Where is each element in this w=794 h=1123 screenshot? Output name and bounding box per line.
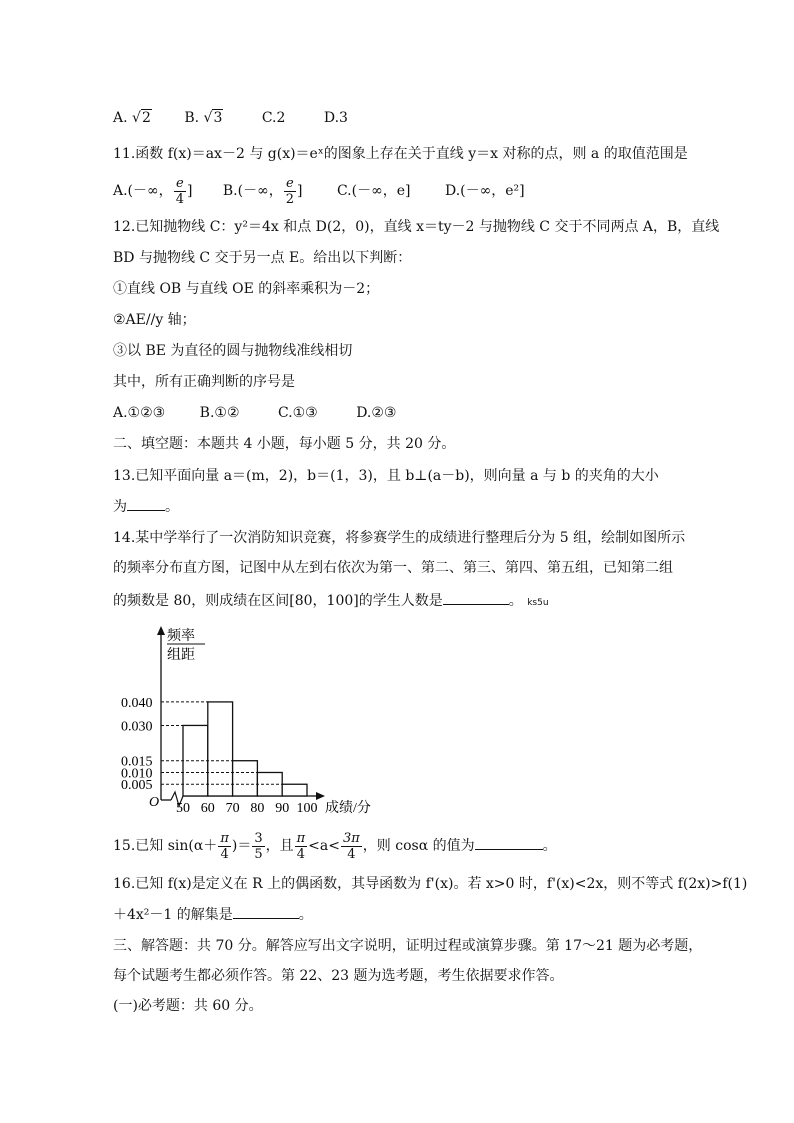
q11-option-a: A.(－∞， $\frac{e}{4}$ ] <box>113 175 193 207</box>
q16-line2: ＋4x²－1 的解集是 。 <box>113 904 313 925</box>
sqrt-symbol: √2 <box>132 110 151 126</box>
y-tick-label: 0.010 <box>121 766 153 782</box>
y-tick-label: 0.040 <box>121 695 153 711</box>
y-label-denominator: 组距 <box>167 648 195 663</box>
q12-statement-1: ①直线 OB 与直线 OE 的斜率乘积为－2； <box>113 281 380 297</box>
y-label-numerator: 频率 <box>167 629 195 644</box>
q10-options <box>113 108 348 128</box>
q13-line1: 13.已知平面向量 a＝(m，2)，b＝(1，3)，且 b⊥(a－b)，则向量 a 与 b 的夹角的大小 <box>113 468 659 484</box>
q12-option-a: A.①②③ <box>113 405 166 421</box>
q10-option-b: B. √3 <box>184 110 223 126</box>
q14-line2: 的频率分布直方图，记图中从左到右依次为第一、第二、第三、第四、第五组，已知第二组 <box>113 560 673 576</box>
section-3-line2: 每个试题考生都必须作答。第 22、23 题为选考题，考生依据要求作答。 <box>113 968 564 984</box>
x-tick-label: 90 <box>275 801 290 816</box>
q12-statement-2: ②AE//y 轴； <box>113 312 196 328</box>
bars-group <box>183 702 307 796</box>
y-tick-label: 0.030 <box>121 719 153 735</box>
fraction: $\frac{e}{4}$ <box>175 175 184 207</box>
fraction: $\frac{3\pi}{4}$ <box>342 830 360 862</box>
q12-line1: 12.已知抛物线 C：y²＝4x 和点 D(2，0)，直线 x＝ty－2 与抛物线 C 交于不同两点 A，B，直线 <box>113 219 720 235</box>
histogram-bar <box>208 702 233 796</box>
q16-line1: 16.已知 f(x)是定义在 R 上的偶函数，其导函数为 f'(x)。若 x>0 时，f'(x)<2x，则不等式 f(2x)>f(1) <box>113 876 748 892</box>
q12-option-d: D.②③ <box>356 405 397 421</box>
x-tick-label: 50 <box>176 801 190 816</box>
y-axis-arrow-icon <box>157 626 165 635</box>
q12-options <box>113 403 396 423</box>
sqrt-symbol: √3 <box>203 110 223 126</box>
q11-options <box>113 174 525 208</box>
q12-line2: BD 与抛物线 C 交于另一点 E。给出以下判断： <box>113 250 412 266</box>
answer-blank <box>127 496 165 511</box>
q13-line2: 为 。 <box>113 496 179 517</box>
q10-option-a: A. √2 <box>113 110 151 126</box>
part-1-heading: (一)必考题：共 60 分。 <box>113 998 263 1014</box>
x-tick-label: 70 <box>225 801 240 816</box>
q14-line1: 14.某中学举行了一次消防知识竞赛，将参赛学生的成绩进行整理后分为 5 组，绘制如图所示 <box>113 530 686 546</box>
q11-option-b: B.(－∞， $\frac{e}{2}$ ] <box>222 175 303 207</box>
q10-option-c: C.2 <box>261 110 286 126</box>
fraction: $\frac{\pi}{4}$ <box>220 830 229 862</box>
section-2-heading: 二、填空题：本题共 4 小题，每小题 5 分，共 20 分。 <box>113 436 456 452</box>
histogram-bar <box>233 761 258 796</box>
section-3-line1: 三、解答题：共 70 分。解答应写出文字说明，证明过程或演算步骤。第 17～21 题为必考题， <box>113 938 703 954</box>
fraction: $\frac{3}{5}$ <box>254 830 263 862</box>
fraction: $\frac{\pi}{4}$ <box>296 830 306 862</box>
q15: 15.已知 sin(α＋ $\frac{\pi}{4}$ )＝ $\frac{3}{5}$ ，且 $\frac{\pi}{4}$ <a< $\frac{3\pi}{4}$ ，则 cosα 的值为 。 <box>113 830 557 862</box>
x-tick-label: 60 <box>200 801 215 816</box>
y-tick-label: 0.015 <box>121 754 153 770</box>
histogram-chart <box>113 622 413 818</box>
histogram-bar <box>282 784 307 796</box>
x-axis-label: 成绩/分 <box>325 801 371 816</box>
q14-line3: 的频数是 80，则成绩在区间[80，100]的学生人数是 。 ks5u <box>113 590 549 613</box>
x-axis-arrow-icon <box>316 792 325 800</box>
q10-option-d: D.3 <box>323 110 348 126</box>
q11-stem: 11.函数 f(x)＝ax－2 与 g(x)＝eˣ的图象上存在关于直线 y＝x 对称的点，则 a 的取值范围是 <box>113 146 688 162</box>
fraction: $\frac{e}{2}$ <box>285 175 295 207</box>
y-ticks-group <box>121 696 153 793</box>
q12-option-b: B.①② <box>199 405 240 421</box>
q12-statement-3: ③以 BE 为直径的圆与抛物线准线相切 <box>113 343 353 359</box>
x-tick-label: 80 <box>250 801 265 816</box>
y-tick-label: 0.005 <box>121 778 153 794</box>
origin-label: O <box>149 795 160 810</box>
watermark: ks5u <box>527 598 549 608</box>
q12-ask: 其中，所有正确判断的序号是 <box>113 374 295 390</box>
q11-option-c: C.(－∞，e] <box>336 183 411 199</box>
q11-option-d: D.(－∞，e²] <box>444 183 525 199</box>
answer-blank <box>233 904 299 919</box>
answer-blank <box>475 835 543 850</box>
answer-blank <box>443 590 509 605</box>
x-tick-label: 100 <box>296 801 318 816</box>
x-ticks-group <box>176 801 318 816</box>
q12-option-c: C.①③ <box>277 405 318 421</box>
